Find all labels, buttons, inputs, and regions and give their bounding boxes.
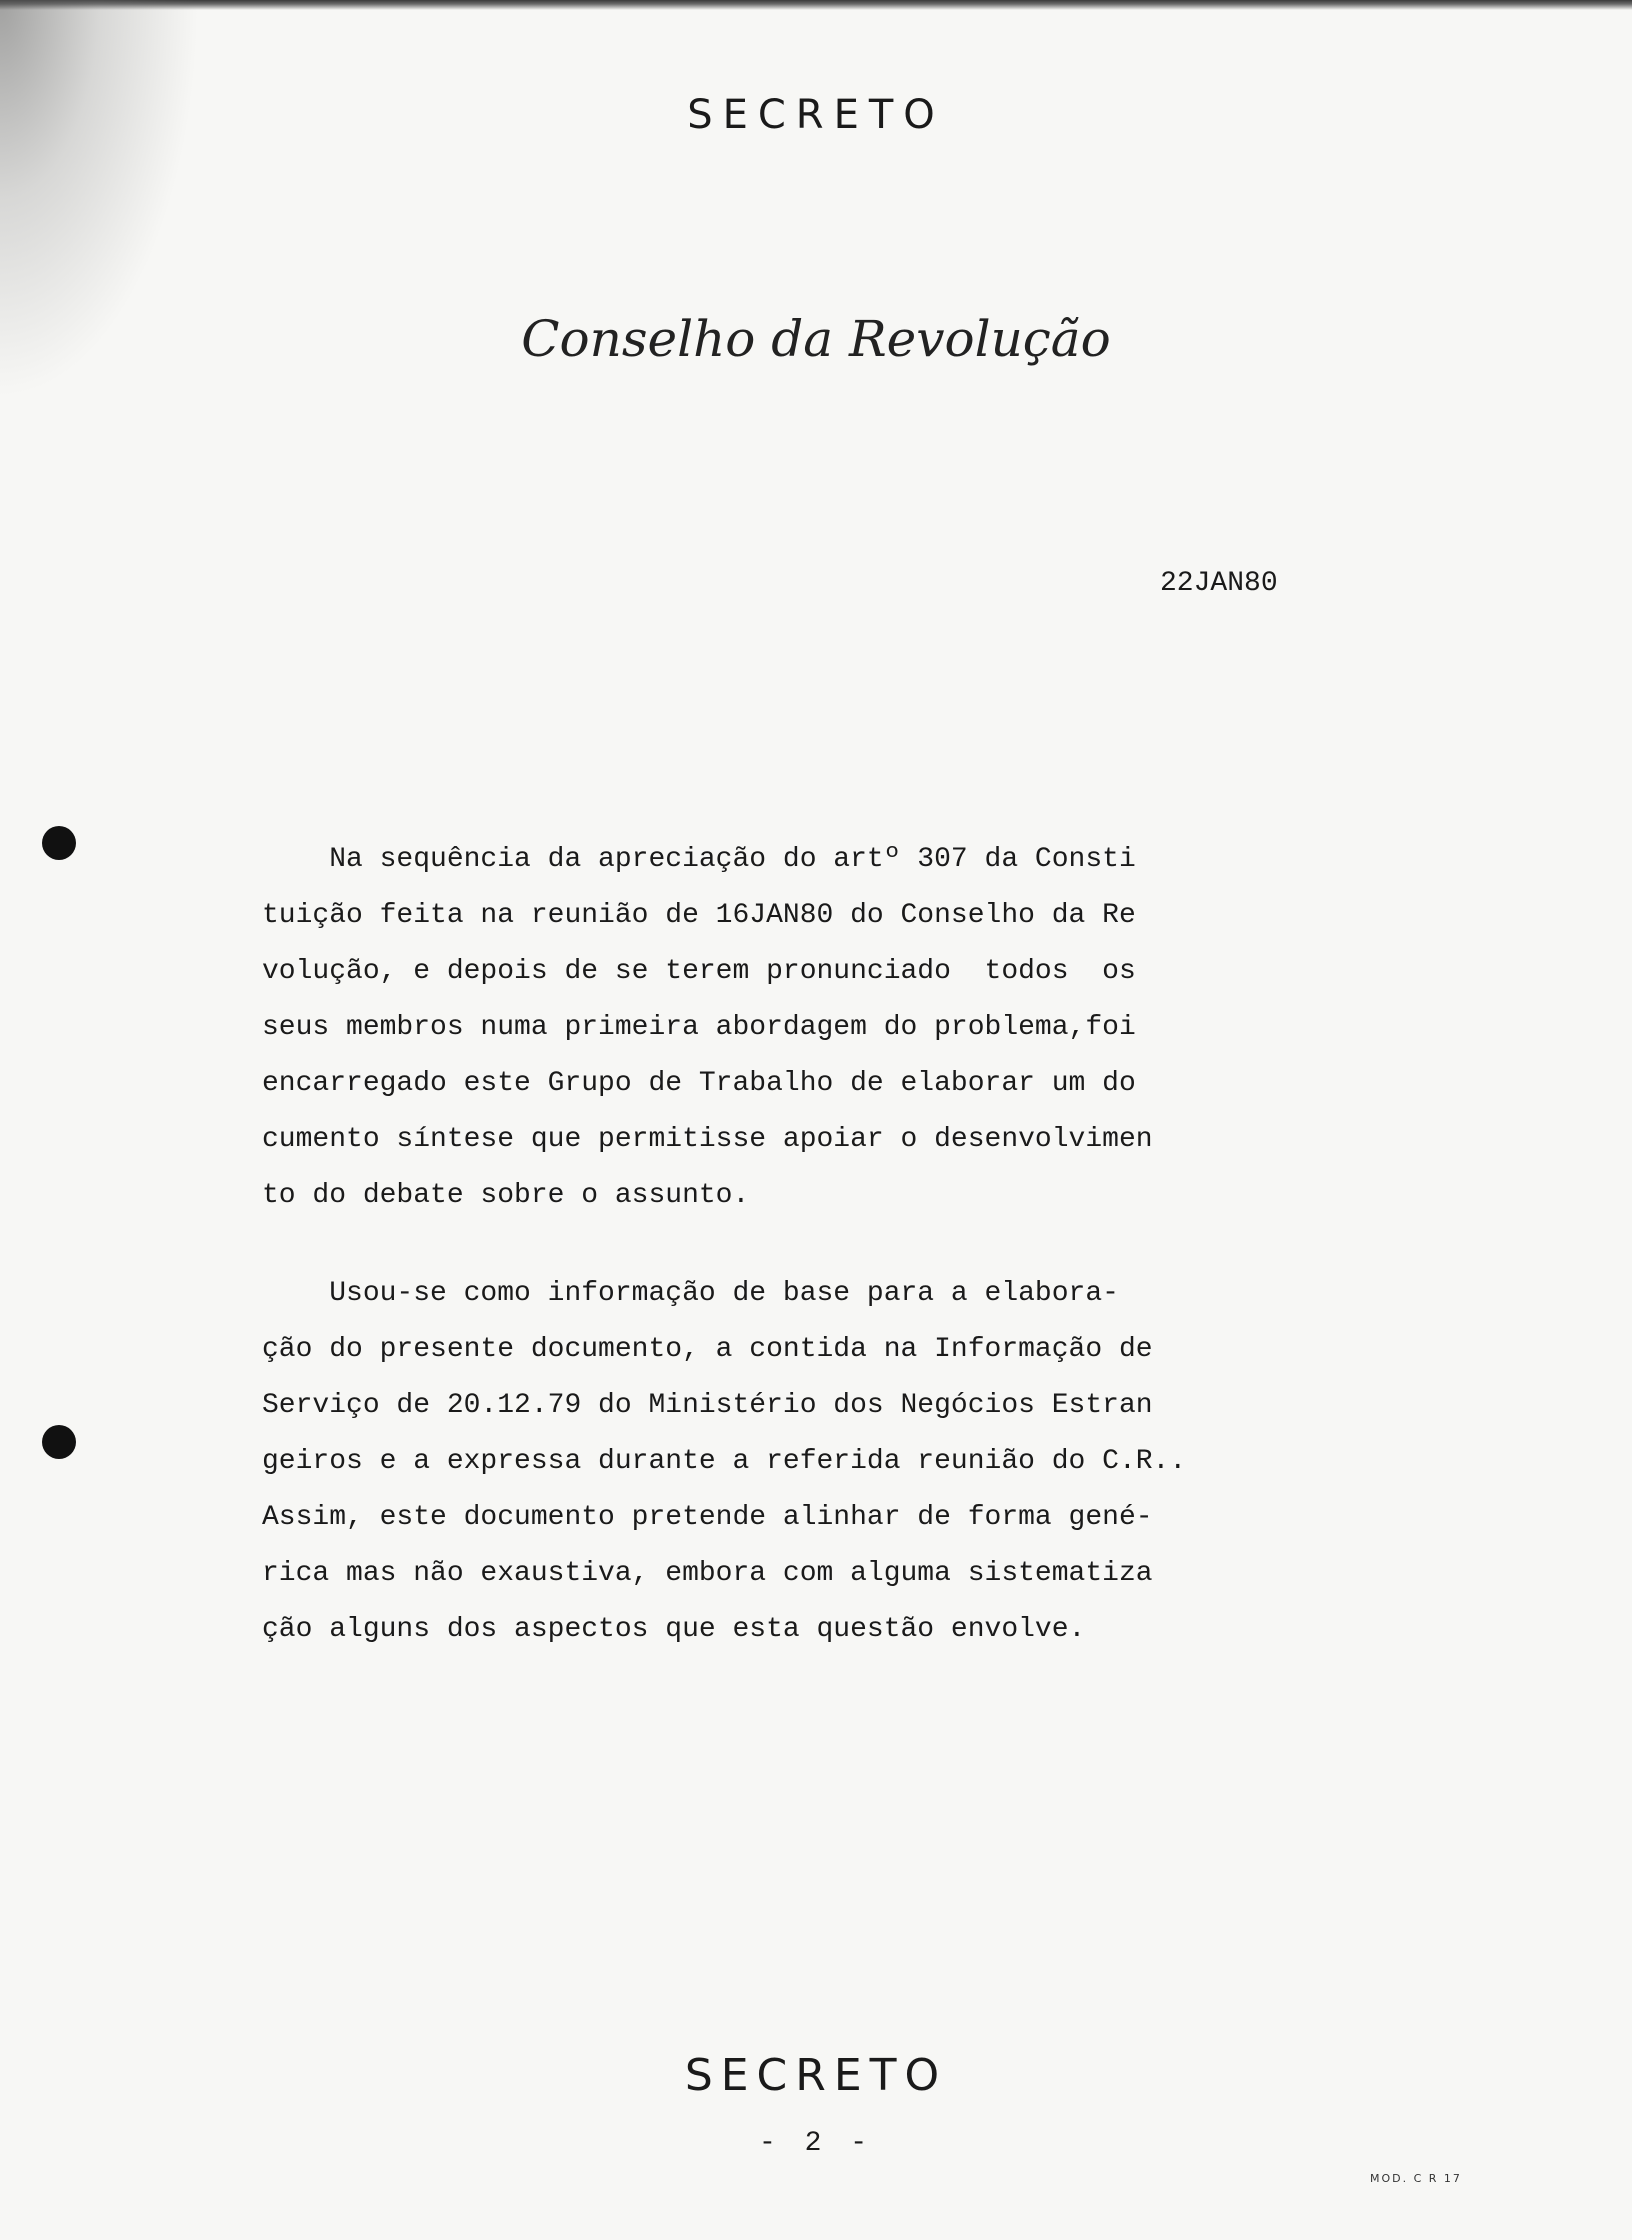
paragraph-1 <box>262 832 1322 1224</box>
text-line: seus membros numa primeira abordagem do problema,foi <box>262 1012 1136 1043</box>
classification-stamp-bottom: SECRETO <box>684 2050 948 2101</box>
page-number: - 2 - <box>758 2128 873 2159</box>
punch-hole-icon <box>42 826 76 860</box>
text-line: cumento síntese que permitisse apoiar o desenvolvimen <box>262 1124 1153 1155</box>
letterhead: Conselho da Revolução <box>521 310 1111 368</box>
text-line: Usou-se como informação de base para a elabora- <box>262 1278 1119 1309</box>
paragraph-2 <box>262 1266 1322 1658</box>
text-line: volução, e depois de se terem pronunciado todos os <box>262 956 1136 987</box>
text-line: Serviço de 20.12.79 do Ministério dos Negócios Estran <box>262 1390 1153 1421</box>
scan-edge-artifact <box>0 0 1632 10</box>
text-line: to do debate sobre o assunto. <box>262 1180 750 1211</box>
text-line: encarregado este Grupo de Trabalho de elaborar um do <box>262 1068 1136 1099</box>
text-line: Assim, este documento pretende alinhar de forma gené- <box>262 1502 1153 1533</box>
punch-hole-icon <box>42 1425 76 1459</box>
text-line: Na sequência da apreciação do artº 307 da Consti <box>262 844 1136 875</box>
text-line: geiros e a expressa durante a referida reunião do C.R.. <box>262 1446 1187 1477</box>
text-line: ção alguns dos aspectos que esta questão envolve. <box>262 1614 1086 1645</box>
document-date: 22JAN80 <box>1160 568 1278 599</box>
text-line: ção do presente documento, a contida na Informação de <box>262 1334 1153 1365</box>
text-line: tuição feita na reunião de 16JAN80 do Conselho da Re <box>262 900 1136 931</box>
body-text <box>262 832 1322 1700</box>
form-code: MOD. C R 17 <box>1370 2172 1462 2185</box>
text-line: rica mas não exaustiva, embora com alguma sistematiza <box>262 1558 1153 1589</box>
classification-stamp-top: SECRETO <box>687 92 945 138</box>
